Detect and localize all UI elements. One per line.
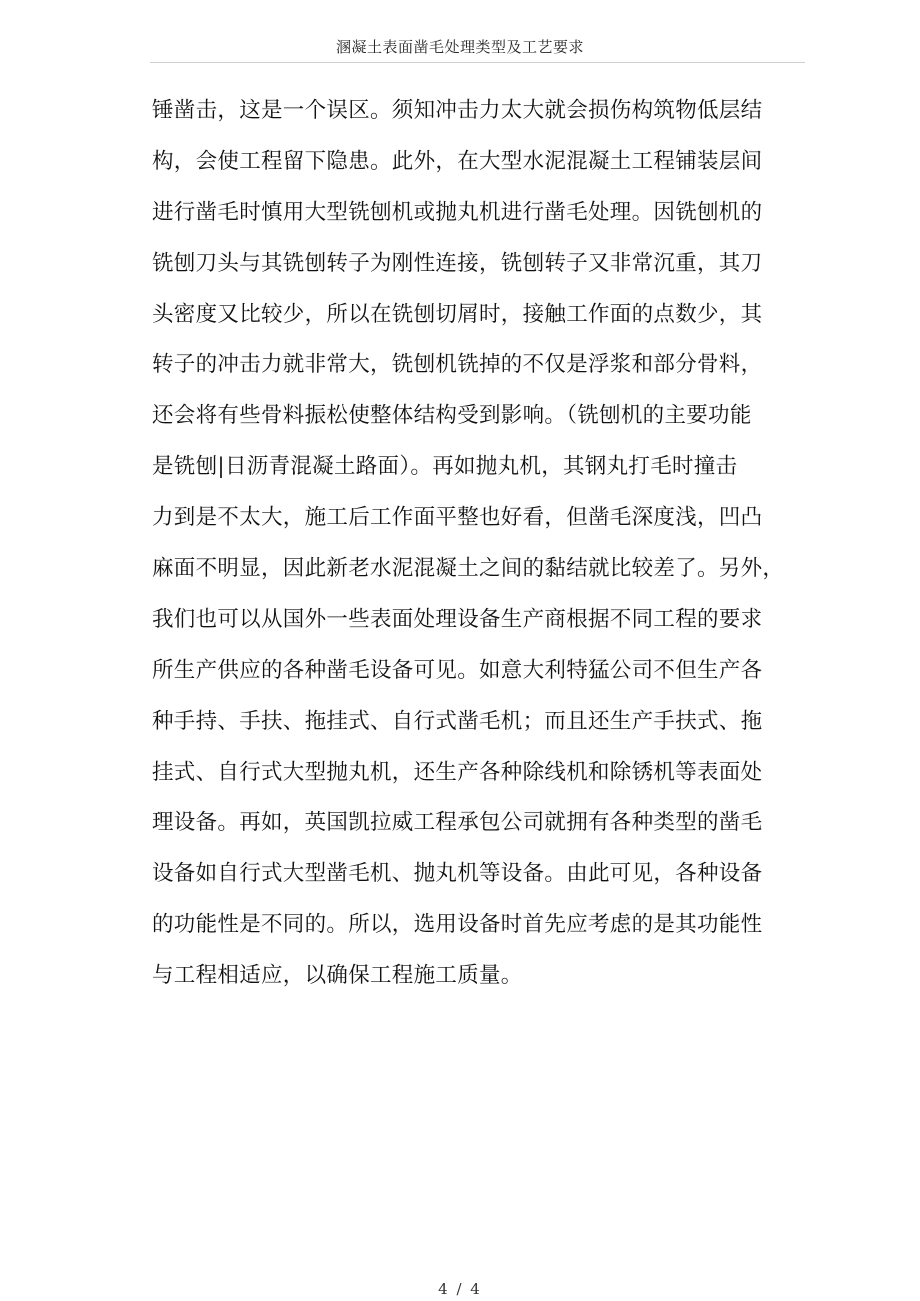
text-line: 挂式、自行式大型抛丸机，还生产各种除线机和除锈机等表面处 — [152, 759, 763, 785]
text-line: 锤凿击，这是一个误区。须知冲击力太大就会损伤构筑物低层结 — [152, 98, 763, 123]
text-line: 是铣刨|日沥青混凝土路面）。再如抛丸机，其钢丸打毛时撞击 — [152, 454, 738, 480]
text-line: 构，会使工程留下隐患。此外，在大型水泥混凝土工程铺装层间 — [152, 148, 763, 174]
text-line: 与工程相适应，以确保工程施工质量。 — [152, 963, 523, 989]
text-line: 设备如自行式大型凿毛机、抛丸机等设备。由此可见，各种设备 — [152, 861, 763, 887]
page-header-title: 溷凝土表面凿毛处理类型及工艺要求 — [335, 38, 584, 56]
page-number: 4 / 4 — [438, 1280, 482, 1298]
text-line: 进行凿毛时慎用大型铣刨机或抛丸机进行凿毛处理。因铣刨机的 — [152, 199, 763, 225]
text-line: 转子的冲击力就非常大，铣刨机铣掉的不仅是浮浆和部分骨料， — [152, 352, 763, 378]
text-line: 我们也可以从国外一些表面处理设备生产商根据不同工程的要求 — [152, 606, 763, 632]
body-text — [152, 86, 812, 1002]
text-line: 麻面不明显，因此新老水泥混凝土之间的黏结就比较差了。另外， — [152, 556, 785, 582]
text-line: 种手持、手扶、拖挂式、自行式凿毛机；而且还生产手扶式、拖 — [152, 708, 763, 734]
text-line: 还会将有些骨料振松使整体结构受到影响。（铣刨机的主要功能 — [152, 403, 752, 429]
text-line: 头密度又比较少，所以在铣刨切屑时，接触工作面的点数少，其 — [152, 301, 763, 327]
text-line: 所生产供应的各种凿毛设备可见。如意大利特猛公司不但生产各 — [152, 657, 763, 683]
text-line: 的功能性是不同的。所以，选用设备时首先应考虑的是其功能性 — [152, 912, 763, 938]
text-line: 力到是不太大，施工后工作面平整也好看，但凿毛深度浅，凹凸 — [152, 505, 763, 531]
header-divider — [150, 62, 805, 63]
text-line: 理设备。再如，英国凯拉威工程承包公司就拥有各种类型的凿毛 — [152, 810, 763, 836]
text-line: 铣刨刀头与其铣刨转子为刚性连接，铣刨转子又非常沉重，其刀 — [152, 250, 763, 276]
